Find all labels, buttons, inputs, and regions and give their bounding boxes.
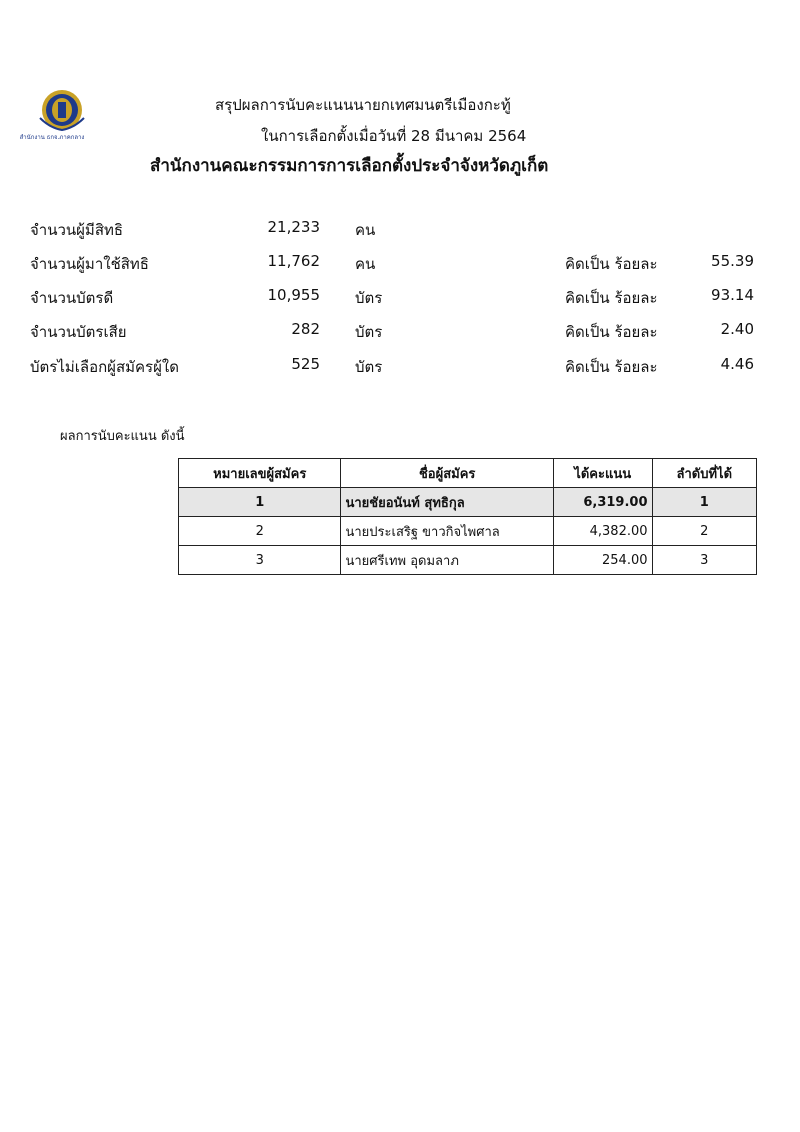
stat-value: 525: [291, 355, 320, 373]
stat-percent-label: คิดเป็น ร้อยละ: [565, 323, 658, 341]
column-header-score: ได้คะแนน: [553, 459, 652, 488]
stat-label: จำนวนบัตรดี: [30, 289, 114, 307]
stat-unit: บัตร: [355, 323, 383, 341]
candidate-number-cell: 2: [179, 517, 341, 546]
stat-percent-label: คิดเป็น ร้อยละ: [565, 358, 658, 376]
score-cell: 4,382.00: [553, 517, 652, 546]
stat-label: จำนวนผู้มีสิทธิ: [30, 221, 124, 239]
table-row: [179, 517, 757, 546]
stat-value: 282: [291, 320, 320, 338]
candidate-name-cell: นายชัยอนันท์ สุทธิกุล: [341, 488, 553, 517]
stat-label: จำนวนบัตรเสีย: [30, 323, 127, 341]
title-line-1: สรุปผลการนับคะแนนนายกเทศมนตรีเมืองกะทู้: [215, 96, 511, 114]
candidate-name-cell: นายประเสริฐ ขาวกิจไพศาล: [341, 517, 553, 546]
stat-percent-value: 55.39: [711, 252, 754, 270]
seal-caption: สำนักงาน ธกจ.ภาคกลาง: [19, 134, 85, 141]
candidate-number-cell: 3: [179, 546, 341, 575]
column-header-rank: ลำดับที่ได้: [652, 459, 756, 488]
stat-label: จำนวนผู้มาใช้สิทธิ: [30, 255, 149, 273]
stat-percent-label: คิดเป็น ร้อยละ: [565, 255, 658, 273]
stat-value: 11,762: [267, 252, 320, 270]
title-line-2: ในการเลือกตั้งเมื่อวันที่ 28 มีนาคม 2564: [261, 127, 527, 145]
results-header-row: [179, 459, 757, 488]
stat-percent-value: 4.46: [720, 355, 754, 373]
stat-unit: บัตร: [355, 289, 383, 307]
results-table: [178, 458, 757, 575]
rank-cell: 1: [652, 488, 756, 517]
stat-value: 10,955: [267, 286, 320, 304]
column-header-candidate-number: หมายเลขผู้สมัคร: [179, 459, 341, 488]
stat-unit: คน: [355, 255, 376, 273]
results-label: ผลการนับคะแนน ดังนี้: [60, 429, 185, 444]
table-row: [179, 546, 757, 575]
stat-percent-value: 93.14: [711, 286, 754, 304]
score-cell: 254.00: [553, 546, 652, 575]
title-line-3: สำนักงานคณะกรรมการการเลือกตั้งประจำจังหวัดภูเก็ต: [150, 156, 549, 176]
column-header-candidate-name: ชื่อผู้สมัคร: [341, 459, 553, 488]
stat-label: บัตรไม่เลือกผู้สมัครผู้ใด: [30, 358, 179, 376]
stat-percent-label: คิดเป็น ร้อยละ: [565, 289, 658, 307]
rank-cell: 3: [652, 546, 756, 575]
rank-cell: 2: [652, 517, 756, 546]
stat-percent-value: 2.40: [720, 320, 754, 338]
candidate-number-cell: 1: [179, 488, 341, 517]
stat-unit: คน: [355, 221, 376, 239]
commission-seal-logo: [20, 88, 90, 132]
stat-unit: บัตร: [355, 358, 383, 376]
table-row: [179, 488, 757, 517]
stat-value: 21,233: [267, 218, 320, 236]
score-cell: 6,319.00: [553, 488, 652, 517]
candidate-name-cell: นายศรีเทพ อุดมลาภ: [341, 546, 553, 575]
